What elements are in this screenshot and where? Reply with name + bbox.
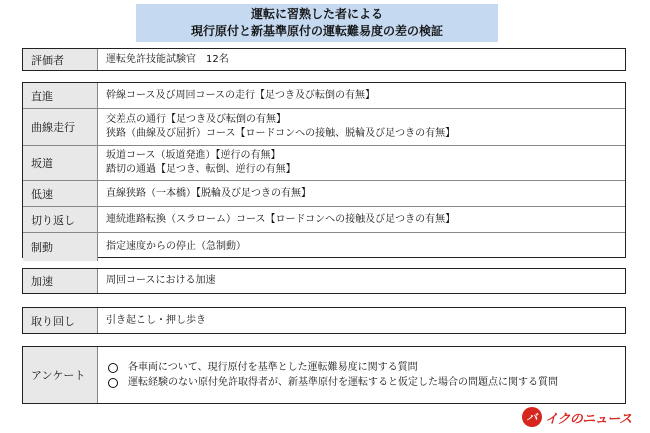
test-items-table: [22, 82, 626, 258]
test-item-row: [23, 206, 625, 232]
acceleration-box: [22, 268, 626, 294]
test-item-row: [23, 180, 625, 206]
logo-mark-icon: バ: [522, 407, 542, 427]
handling-value: 引き起こし・押し歩き: [106, 314, 206, 326]
test-item-row: [23, 83, 625, 108]
title-line-2: 現行原付と新基準原付の運転難易度の差の検証: [190, 24, 443, 38]
item-label: 曲線走行: [23, 109, 98, 145]
handling-box: [22, 307, 626, 334]
page-title: [136, 4, 498, 42]
test-item-row: [23, 108, 625, 145]
test-item-row: [23, 232, 625, 261]
logo-text: イクのニュース: [545, 411, 632, 427]
test-item-row: [23, 145, 625, 180]
circle-bullet-icon: [108, 378, 118, 388]
item-line: 狭路（曲線及び屈折）コース【ロードコンへの接触、脱輪及び足つきの有無】: [106, 128, 456, 139]
survey-item: [108, 375, 625, 390]
item-label: 切り返し: [23, 207, 98, 232]
evaluator-label: 評価者: [23, 49, 98, 70]
item-label: 直進: [23, 83, 98, 108]
survey-item-text: 運転経験のない原付免許取得者が、新基準原付を運転すると仮定した場合の問題点に関する質問: [128, 377, 558, 388]
survey-item: [108, 360, 625, 375]
item-line: 指定速度からの停止（急制動）: [106, 241, 246, 252]
item-line: 坂道コース（坂道発進）【逆行の有無】: [106, 150, 281, 161]
item-line: 踏切の通過【足つき、転倒、逆行の有無】: [106, 164, 296, 175]
item-label: 制動: [23, 233, 98, 261]
item-line: 交差点の通行【足つき及び転倒の有無】: [106, 114, 286, 125]
evaluator-box: [22, 48, 626, 71]
evaluator-value: 運転免許技能試験官 12名: [106, 53, 229, 65]
survey-box: [22, 346, 626, 404]
item-line: 直線狭路（一本橋）【脱輪及び足つきの有無】: [106, 187, 311, 199]
acceleration-value: 周回コースにおける加速: [106, 275, 216, 286]
circle-bullet-icon: [108, 363, 118, 373]
acceleration-label: 加速: [23, 269, 98, 293]
item-line: 連続進路転換（スラローム）コース【ロードコンへの接触及び足つきの有無】: [106, 213, 456, 225]
survey-label: アンケート: [23, 347, 98, 403]
handling-label: 取り回し: [23, 308, 98, 333]
survey-item-text: 各車両について、現行原付を基準とした運転難易度に関する質問: [128, 362, 418, 373]
item-label: 低速: [23, 181, 98, 206]
title-line-1: 運転に習熟した者による: [250, 7, 383, 21]
item-label: 坂道: [23, 146, 98, 180]
item-line: 幹線コース及び周回コースの走行【足つき及び転倒の有無】: [106, 89, 375, 101]
site-logo: [522, 405, 644, 429]
